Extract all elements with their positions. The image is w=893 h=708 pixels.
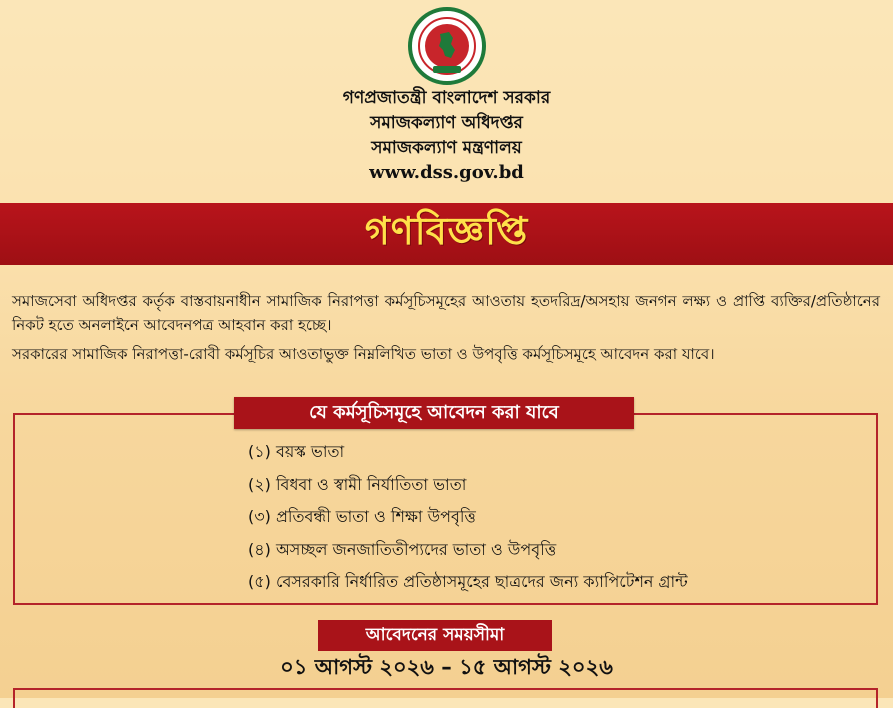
intro-paragraph-2: সরকারের সামাজিক নিরাপত্তা-রোবী কর্মসূচির আওতাভুক্ত নিম্নলিখিত ভাতা ও উপবৃত্তি কর্মসূচিসমূহে আবেদন করা যাবে। <box>12 345 715 363</box>
programs-list <box>248 436 688 599</box>
bottom-info-box <box>13 688 878 708</box>
government-name: গণপ্রজাতন্ত্রী বাংলাদেশ সরকার <box>342 88 551 108</box>
program-item-2: (২) বিধবা ও স্বামী নির্যাতিতা ভাতা <box>248 474 467 494</box>
website-link[interactable]: www.dss.gov.bd <box>369 162 524 183</box>
notice-title: গণবিজ্ঞপ্তি <box>364 209 529 253</box>
program-item-5: (৫) বেসরকারি নির্ধারিত প্রতিষ্ঠাসমূহের ছাত্রদের জন্য ক্যাপিটেশন গ্রান্ট <box>248 572 688 591</box>
deadline-dates: ০১ আগস্ট ২০২৬ – ১৫ আগস্ট ২০২৬ <box>280 655 613 679</box>
program-item-3: (৩) প্রতিবন্ধী ভাতা ও শিক্ষা উপবৃত্তি <box>248 507 476 526</box>
notice-header <box>0 0 893 185</box>
title-banner <box>0 203 893 265</box>
department-name: সমাজকল্যাণ অধিদপ্তর <box>370 113 523 133</box>
program-item-1: (১) বয়স্ক ভাতা <box>248 442 345 461</box>
deadline-label: আবেদনের সময়সীমা <box>318 620 552 651</box>
programs-label: যে কর্মসূচিসমূহে আবেদন করা যাবে <box>234 397 634 429</box>
program-item-4: (৪) অসচ্ছল জনজাতিতীপ্যদের ভাতা ও উপবৃত্তি <box>248 539 557 559</box>
ministry-name: সমাজকল্যাণ মন্ত্রণালয় <box>371 138 522 158</box>
intro-paragraph-1: সমাজসেবা অধিদপ্তর কর্তৃক বাস্তবায়নাধীন সামাজিক নিরাপত্তা কর্মসূচিসমূহের আওতায় হতদরিদ্র/অসহায় জনগন লক্ষ্য ও প্রাপ্তি ব্যক্তির/প্রতিষ্ঠানের নিকট হতে অনলাইনে আবেদনপত্র আহবান করা হচ্ছে। <box>12 292 880 334</box>
bangladesh-government-seal-icon <box>407 6 487 86</box>
